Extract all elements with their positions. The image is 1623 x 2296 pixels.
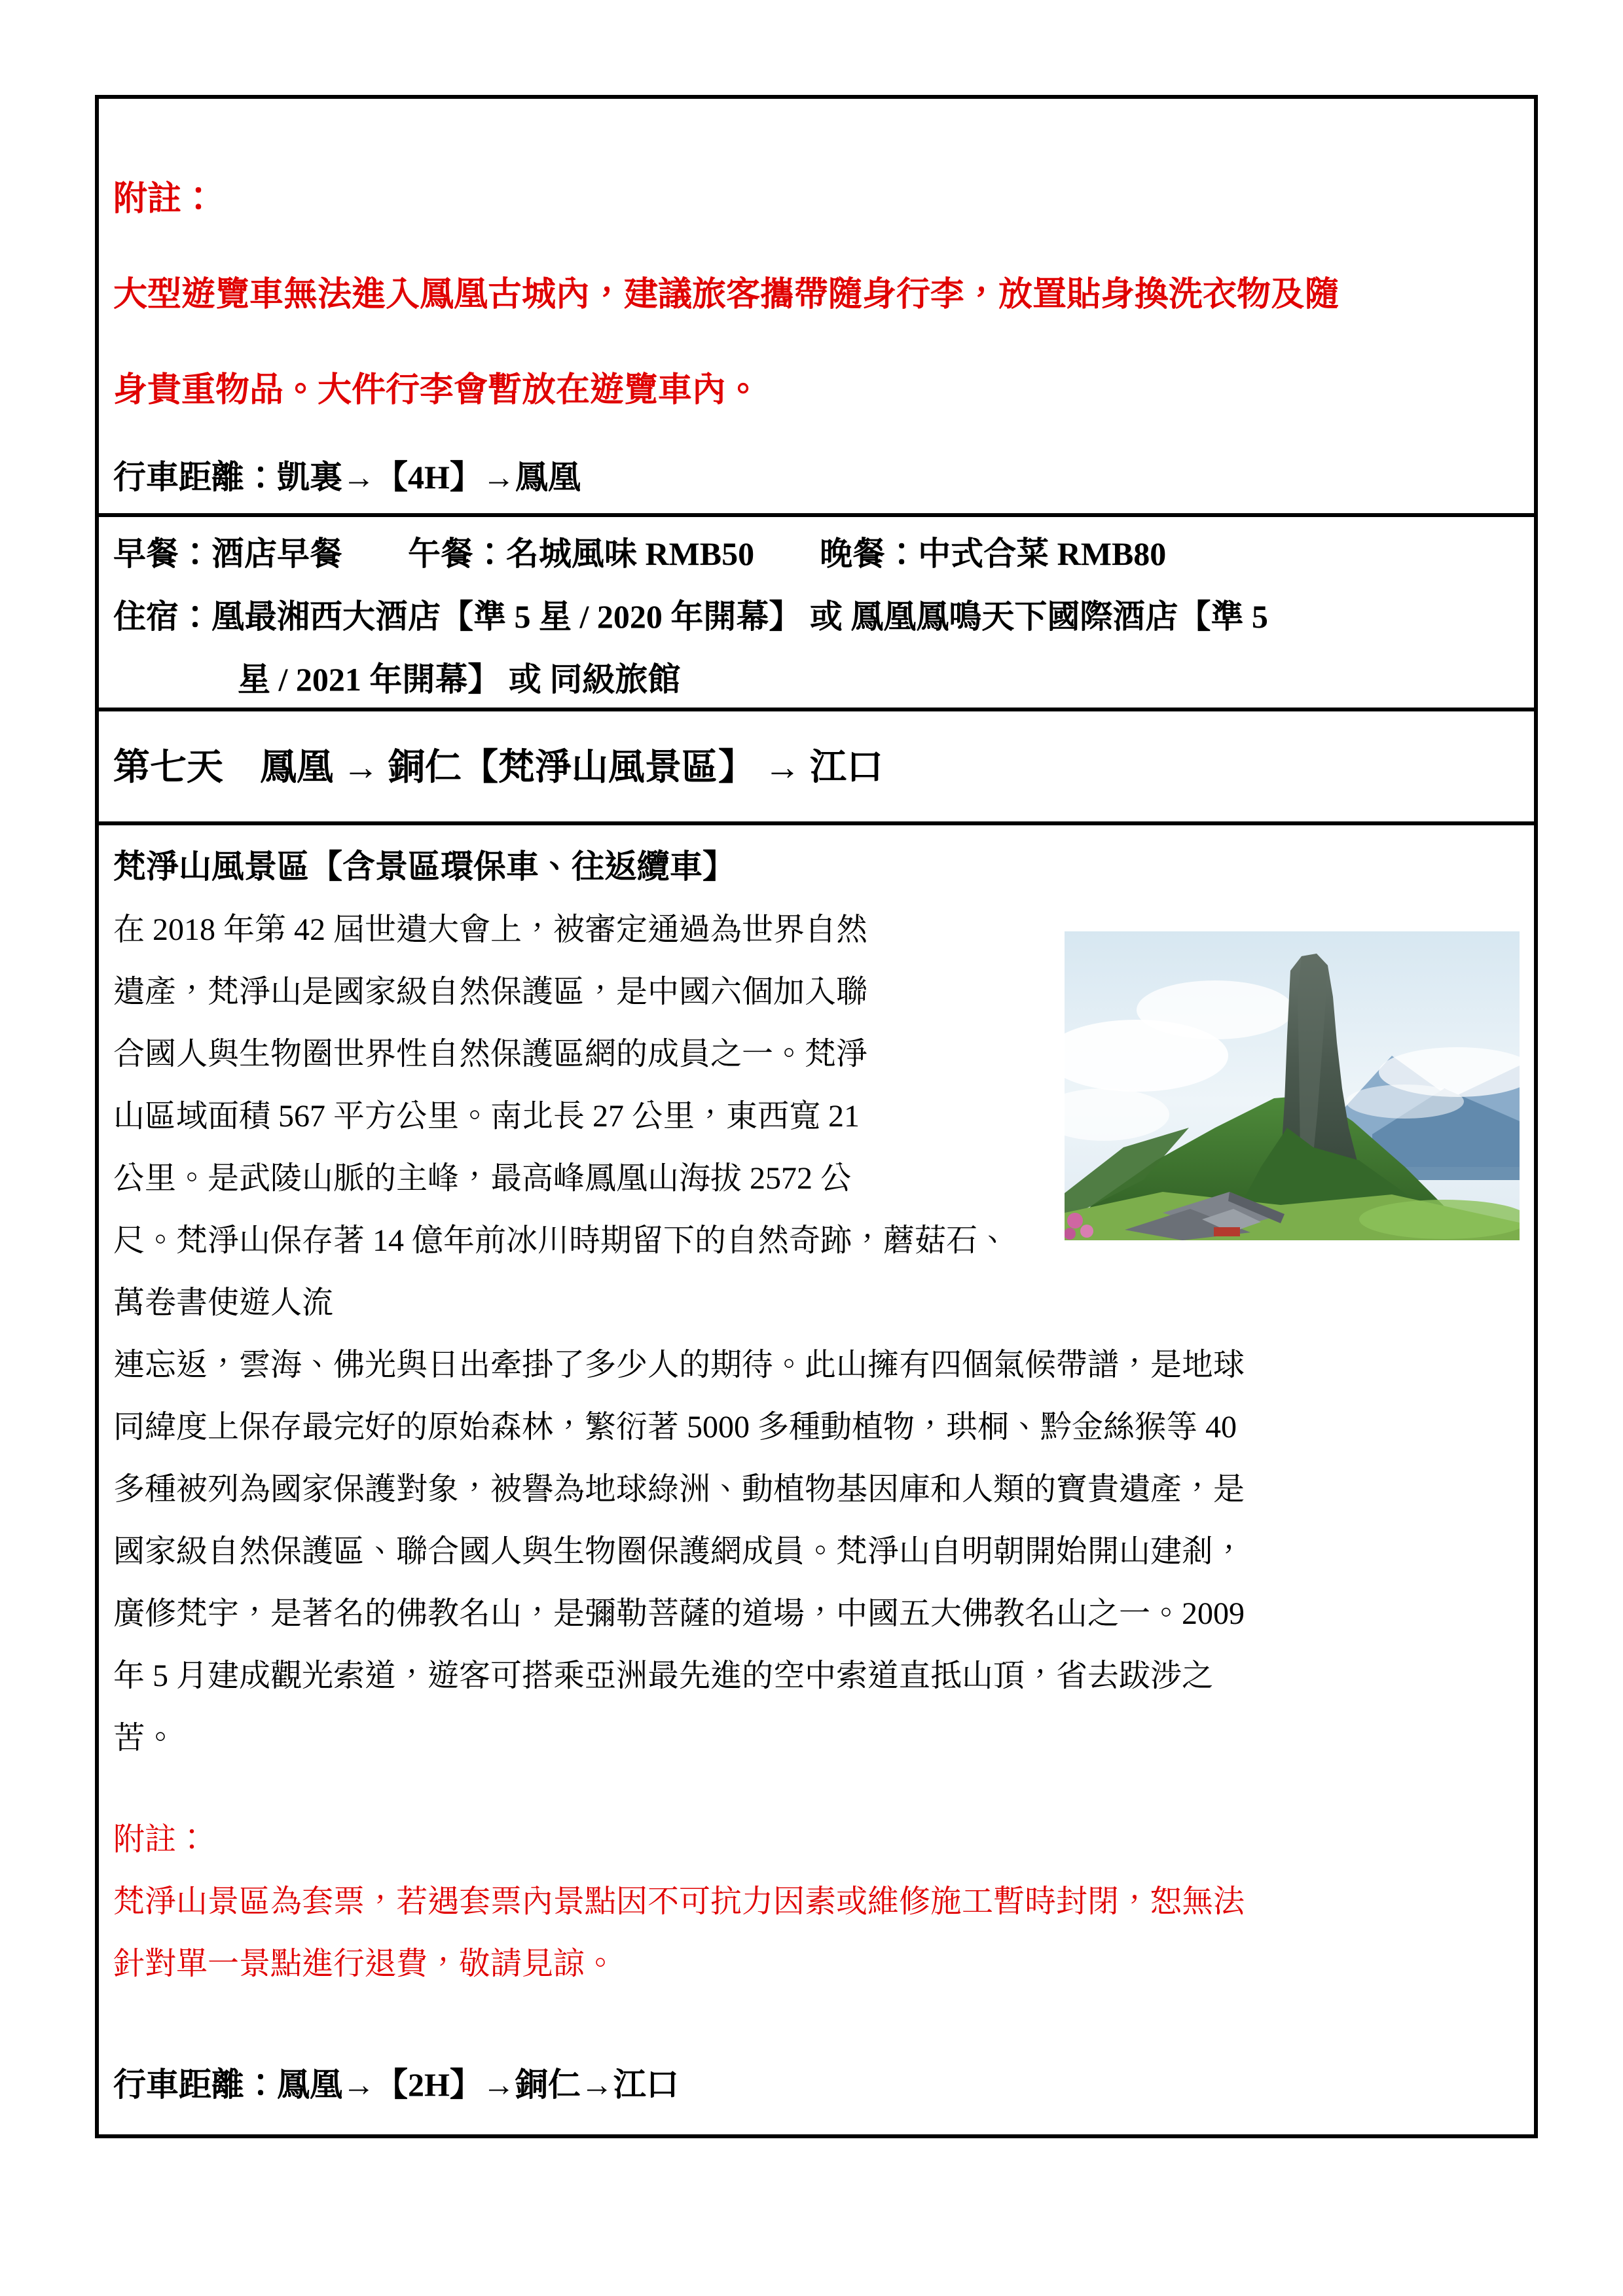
itinerary-table bbox=[95, 95, 1538, 2138]
day-header-row bbox=[99, 711, 1534, 825]
paragraph-line: 廣修梵宇，是著名的佛教名山，是彌勒菩薩的道場，中國五大佛教名山之一。2009 bbox=[113, 1596, 1245, 1631]
paragraph-line: 連忘返，雲海、佛光與日出牽掛了多少人的期待。此山擁有四個氣候帶譜，是地球 bbox=[113, 1348, 1245, 1382]
attraction-row bbox=[99, 825, 1534, 2111]
meals-line: 早餐：酒店早餐 午餐：名城風味 RMB50 晚餐：中式合菜 RMB80 bbox=[113, 535, 1167, 572]
paragraph-line: 山區域面積 567 平方公里。南北長 27 公里，東西寬 21 bbox=[113, 1099, 860, 1134]
paragraph-line: 年 5 月建成觀光索道，遊客可搭乘亞洲最先進的空中索道直抵山頂，省去跋涉之 bbox=[113, 1659, 1214, 1693]
note-bottom-title: 附註： bbox=[113, 1822, 208, 1857]
day-header-title: 第七天 鳳凰 → 銅仁【梵淨山風景區】 → 江口 bbox=[113, 747, 883, 788]
paragraph-line: 苦。 bbox=[113, 1721, 177, 1755]
paragraph-line: 遺產，梵淨山是國家級自然保護區，是中國六個加入聯 bbox=[113, 975, 868, 1009]
attraction-heading: 梵淨山風景區【含景區環保車、往返纜車】 bbox=[113, 848, 735, 885]
mountain-photo-illustration bbox=[1065, 931, 1520, 1240]
paragraph-line: 尺。梵淨山保存著 14 億年前冰川時期留下的自然奇跡，蘑菇石、萬卷書使遊人流 bbox=[113, 1223, 1010, 1320]
paragraph-line: 合國人與生物圈世界性自然保護區網的成員之一。梵淨 bbox=[113, 1037, 868, 1071]
attraction-note bbox=[113, 1808, 1520, 1995]
meals-lodging-row bbox=[99, 517, 1534, 711]
lodging-line-2: 星 / 2021 年開幕】 或 同級旅館 bbox=[238, 661, 681, 698]
note-bottom-line-2: 針對單一景點進行退費，敬請見諒。 bbox=[113, 1946, 617, 1981]
paragraph-line: 多種被列為國家保護對象，被譽為地球綠洲、動植物基因庫和人類的寶貴遺產，是 bbox=[113, 1472, 1245, 1507]
paragraph-line: 在 2018 年第 42 屆世遺大會上，被審定通過為世界自然 bbox=[113, 912, 868, 947]
paragraph-line: 同緯度上保存最完好的原始森林，繁衍著 5000 多種動植物，珙桐、黔金絲猴等 40 bbox=[113, 1410, 1237, 1444]
driving-distance-day6: 行車距離：凱裏→【4H】→鳳凰 bbox=[113, 459, 581, 495]
note-bottom-line-1: 梵淨山景區為套票，若遇套票內景點因不可抗力因素或維修施工暫時封閉，恕無法 bbox=[113, 1884, 1245, 1919]
driving-distance-day7: 行車距離：鳳凰→【2H】→銅仁→江口 bbox=[113, 2066, 679, 2103]
notes-row bbox=[99, 99, 1534, 517]
paragraph-line: 公里。是武陵山脈的主峰，最高峰鳳凰山海拔 2572 公 bbox=[113, 1161, 852, 1196]
paragraph-line: 國家級自然保護區、聯合國人與生物圈保護網成員。梵淨山自明朝開始開山建剎， bbox=[113, 1534, 1245, 1569]
note-line-2: 身貴重物品。大件行李會暫放在遊覽車內。 bbox=[113, 371, 761, 409]
note-title: 附註： bbox=[113, 180, 216, 218]
fanjingshan-photo bbox=[1065, 931, 1520, 1240]
note-line-1: 大型遊覽車無法進入鳳凰古城內，建議旅客攜帶隨身行李，放置貼身換洗衣物及隨 bbox=[113, 276, 1340, 314]
lodging-line-1: 住宿：凰最湘西大酒店【準 5 星 / 2020 年開幕】 或 鳳凰鳳鳴天下國際酒店【準 5 bbox=[113, 598, 1268, 635]
